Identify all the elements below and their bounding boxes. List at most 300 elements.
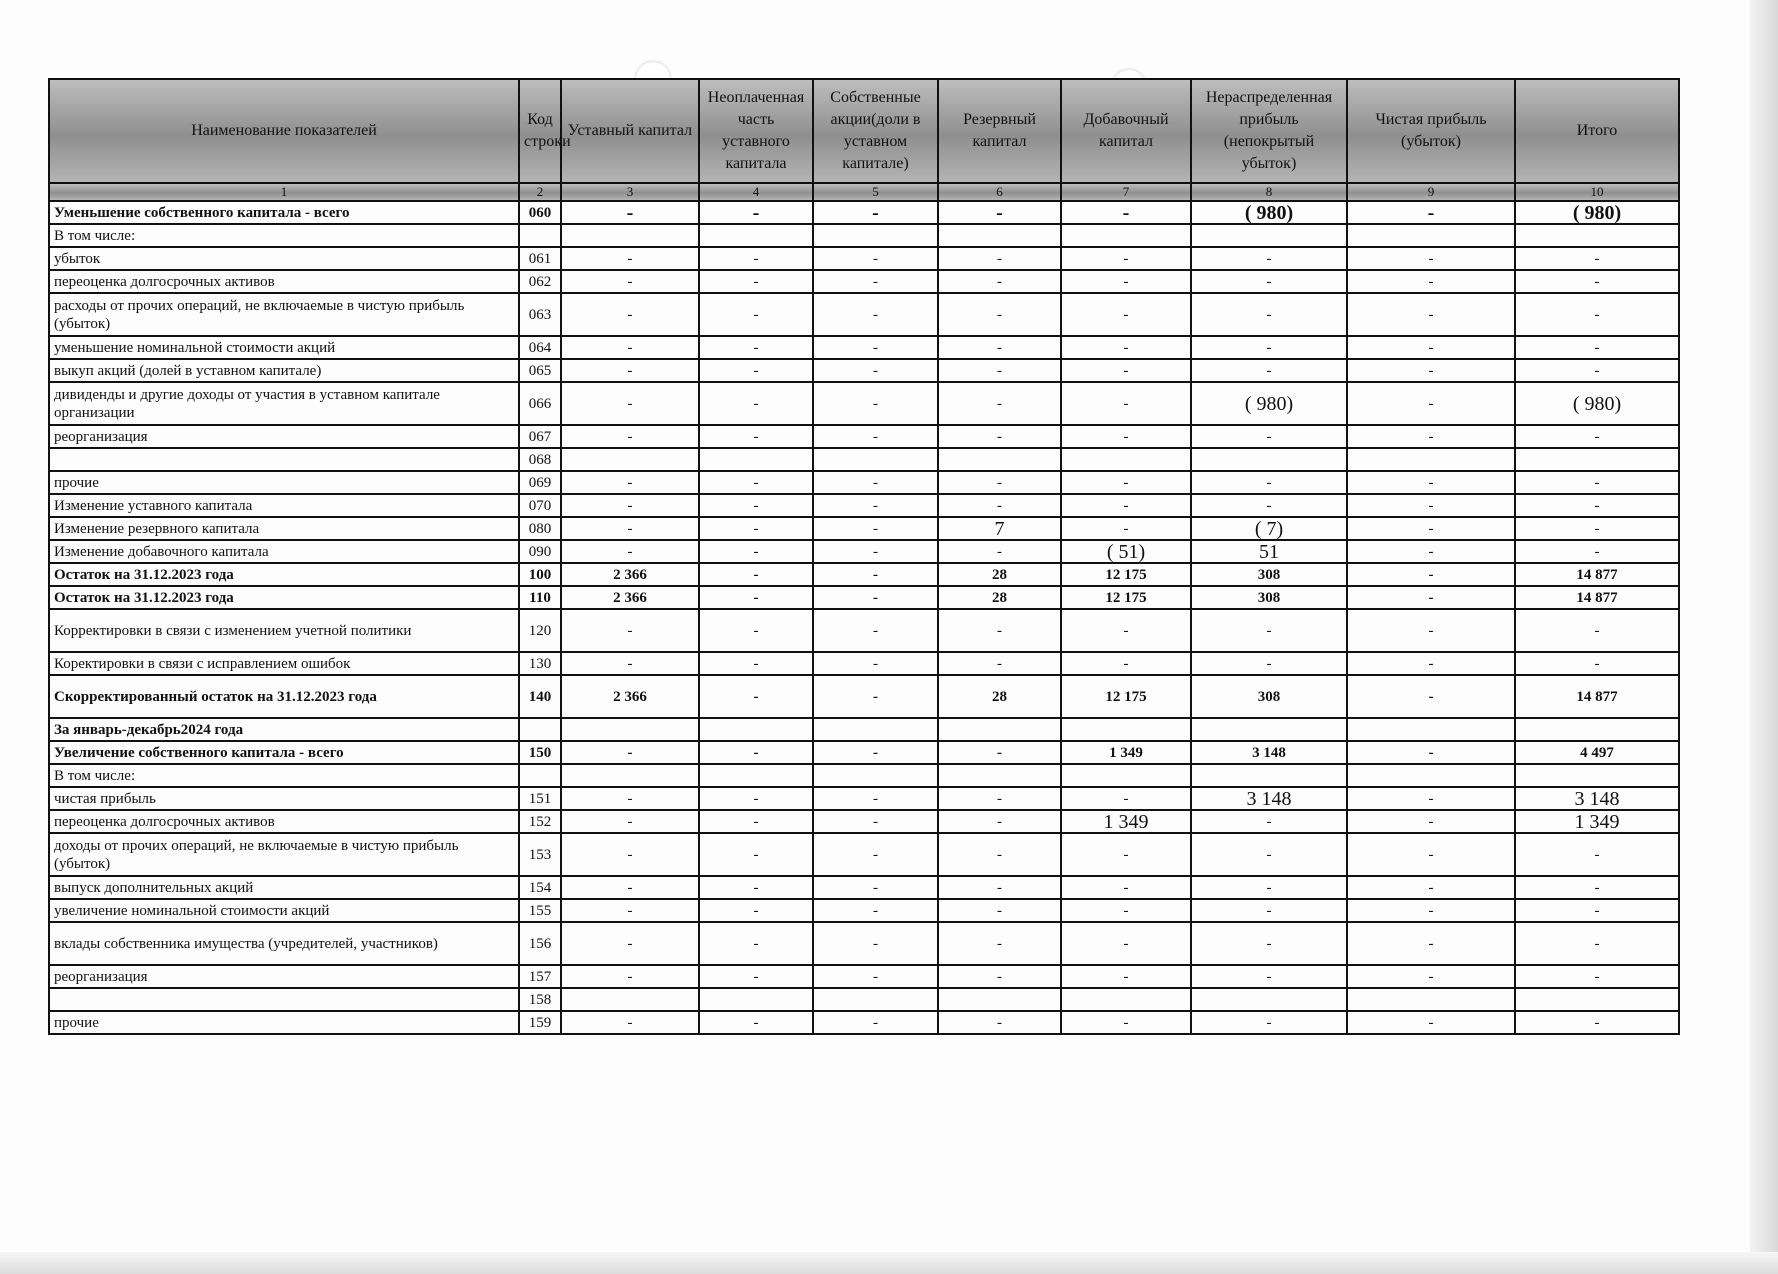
cell-value: - — [1061, 899, 1191, 922]
cell-value: - — [699, 899, 813, 922]
row-name: Уменьшение собственного капитала - всего — [49, 201, 519, 224]
cell-value — [699, 764, 813, 787]
table-row — [49, 988, 1679, 1011]
equity-statement-table-wrapper — [48, 78, 1678, 1035]
cell-value: - — [699, 609, 813, 652]
table-row — [49, 652, 1679, 675]
cell-value: - — [938, 1011, 1061, 1034]
cell-value: - — [813, 675, 938, 718]
header-name: Наименование показателей — [49, 79, 519, 183]
cell-value — [561, 764, 699, 787]
cell-value: - — [938, 652, 1061, 675]
row-name: реорганизация — [49, 965, 519, 988]
row-code: 067 — [519, 425, 561, 448]
cell-value: - — [1191, 876, 1347, 899]
cell-value: - — [1347, 540, 1515, 563]
row-name: выкуп акций (долей в уставном капитале) — [49, 359, 519, 382]
cell-value: 1 349 — [1515, 810, 1679, 833]
cell-value: - — [699, 876, 813, 899]
row-code: 068 — [519, 448, 561, 471]
row-name: Изменение добавочного капитала — [49, 540, 519, 563]
row-name: Изменение резервного капитала — [49, 517, 519, 540]
cell-value — [561, 224, 699, 247]
table-row — [49, 201, 1679, 224]
cell-value: - — [1347, 609, 1515, 652]
table-row — [49, 787, 1679, 810]
cell-value: - — [1191, 270, 1347, 293]
cell-value — [1061, 718, 1191, 741]
cell-value: - — [1347, 494, 1515, 517]
cell-value: - — [561, 336, 699, 359]
cell-value: - — [813, 494, 938, 517]
cell-value: - — [1515, 652, 1679, 675]
cell-value: 7 — [938, 517, 1061, 540]
cell-value: - — [1347, 899, 1515, 922]
table-row — [49, 586, 1679, 609]
cell-value: 12 175 — [1061, 586, 1191, 609]
table-row — [49, 922, 1679, 965]
page-edge-shadow — [1750, 0, 1778, 1274]
table-row — [49, 224, 1679, 247]
cell-value: - — [1061, 833, 1191, 876]
cell-value — [938, 448, 1061, 471]
cell-value: 3 148 — [1515, 787, 1679, 810]
row-name: Изменение уставного капитала — [49, 494, 519, 517]
cell-value: - — [938, 810, 1061, 833]
cell-value: - — [1191, 609, 1347, 652]
cell-value: - — [813, 899, 938, 922]
row-name: доходы от прочих операций, не включаемые в чистую прибыль (убыток) — [49, 833, 519, 876]
cell-value — [1061, 764, 1191, 787]
cell-value: - — [699, 652, 813, 675]
column-number: 7 — [1061, 183, 1191, 201]
cell-value: - — [1347, 517, 1515, 540]
cell-value — [1347, 718, 1515, 741]
cell-value: - — [699, 675, 813, 718]
row-name: вклады собственника имущества (учредителей, участников) — [49, 922, 519, 965]
cell-value: - — [561, 652, 699, 675]
cell-value: - — [813, 201, 938, 224]
cell-value: - — [1191, 471, 1347, 494]
cell-value: - — [699, 965, 813, 988]
cell-value: - — [1061, 425, 1191, 448]
cell-value — [1061, 988, 1191, 1011]
cell-value: - — [938, 899, 1061, 922]
row-name: За январь-декабрь2024 года — [49, 718, 519, 741]
table-row — [49, 764, 1679, 787]
row-name: Скорректированный остаток на 31.12.2023 года — [49, 675, 519, 718]
cell-value: - — [1515, 876, 1679, 899]
cell-value: 12 175 — [1061, 675, 1191, 718]
cell-value: - — [561, 359, 699, 382]
cell-value — [1515, 448, 1679, 471]
row-name: Остаток на 31.12.2023 года — [49, 586, 519, 609]
row-code — [519, 764, 561, 787]
cell-value: - — [1061, 270, 1191, 293]
table-row — [49, 270, 1679, 293]
cell-value: - — [1061, 293, 1191, 336]
cell-value: - — [561, 293, 699, 336]
row-name: увеличение номинальной стоимости акций — [49, 899, 519, 922]
row-code: 159 — [519, 1011, 561, 1034]
cell-value: - — [1347, 359, 1515, 382]
cell-value: - — [1191, 652, 1347, 675]
cell-value: - — [699, 471, 813, 494]
cell-value: - — [813, 876, 938, 899]
cell-value: - — [561, 425, 699, 448]
cell-value: - — [561, 471, 699, 494]
row-name: Корректировки в связи с изменением учетной политики — [49, 609, 519, 652]
cell-value: 51 — [1191, 540, 1347, 563]
cell-value: - — [938, 876, 1061, 899]
cell-value — [1347, 764, 1515, 787]
row-code: 155 — [519, 899, 561, 922]
header-total: Итого — [1515, 79, 1679, 183]
row-code: 152 — [519, 810, 561, 833]
cell-value: 12 175 — [1061, 563, 1191, 586]
cell-value: - — [1347, 833, 1515, 876]
cell-value: - — [1515, 471, 1679, 494]
cell-value: - — [561, 965, 699, 988]
cell-value: - — [1347, 810, 1515, 833]
cell-value: - — [1191, 293, 1347, 336]
cell-value: - — [938, 336, 1061, 359]
column-number: 8 — [1191, 183, 1347, 201]
row-code: 140 — [519, 675, 561, 718]
cell-value: - — [1515, 270, 1679, 293]
table-row — [49, 810, 1679, 833]
cell-value: - — [1515, 899, 1679, 922]
column-number: 9 — [1347, 183, 1515, 201]
table-row — [49, 382, 1679, 425]
row-code — [519, 718, 561, 741]
cell-value: - — [1515, 359, 1679, 382]
cell-value: - — [699, 586, 813, 609]
cell-value: - — [1347, 787, 1515, 810]
cell-value: - — [1061, 787, 1191, 810]
cell-value: - — [1061, 336, 1191, 359]
cell-value: - — [813, 471, 938, 494]
row-name: переоценка долгосрочных активов — [49, 270, 519, 293]
cell-value: - — [1347, 965, 1515, 988]
row-code: 100 — [519, 563, 561, 586]
cell-value: - — [1191, 833, 1347, 876]
row-name: В том числе: — [49, 764, 519, 787]
cell-value: - — [813, 563, 938, 586]
row-code: 066 — [519, 382, 561, 425]
cell-value — [1191, 718, 1347, 741]
cell-value: 4 497 — [1515, 741, 1679, 764]
cell-value — [813, 448, 938, 471]
equity-changes-table — [48, 78, 1680, 1035]
cell-value: - — [813, 1011, 938, 1034]
cell-value — [1191, 448, 1347, 471]
cell-value: - — [1061, 876, 1191, 899]
column-number: 3 — [561, 183, 699, 201]
column-number: 5 — [813, 183, 938, 201]
cell-value: - — [1347, 652, 1515, 675]
cell-value: - — [938, 270, 1061, 293]
cell-value: 14 877 — [1515, 675, 1679, 718]
cell-value: - — [699, 922, 813, 965]
cell-value: - — [1515, 425, 1679, 448]
cell-value: 3 148 — [1191, 741, 1347, 764]
table-row — [49, 540, 1679, 563]
table-row — [49, 247, 1679, 270]
cell-value: - — [561, 494, 699, 517]
table-row — [49, 517, 1679, 540]
cell-value: ( 51) — [1061, 540, 1191, 563]
header-net-profit: Чистая прибыль (убыток) — [1347, 79, 1515, 183]
cell-value: - — [813, 425, 938, 448]
cell-value: - — [1191, 494, 1347, 517]
table-row — [49, 1011, 1679, 1034]
table-row — [49, 425, 1679, 448]
cell-value: - — [1515, 922, 1679, 965]
cell-value: - — [1515, 494, 1679, 517]
table-row — [49, 718, 1679, 741]
cell-value: - — [1347, 270, 1515, 293]
row-code: 060 — [519, 201, 561, 224]
cell-value: - — [699, 810, 813, 833]
cell-value: - — [699, 425, 813, 448]
row-code: 069 — [519, 471, 561, 494]
cell-value: - — [699, 1011, 813, 1034]
row-code: 157 — [519, 965, 561, 988]
cell-value: 14 877 — [1515, 563, 1679, 586]
row-name: выпуск дополнительных акций — [49, 876, 519, 899]
cell-value — [813, 718, 938, 741]
cell-value: - — [699, 741, 813, 764]
table-row — [49, 965, 1679, 988]
cell-value — [813, 764, 938, 787]
cell-value: - — [561, 517, 699, 540]
cell-value — [699, 718, 813, 741]
cell-value: - — [1061, 471, 1191, 494]
cell-value — [699, 988, 813, 1011]
row-code: 070 — [519, 494, 561, 517]
column-number: 1 — [49, 183, 519, 201]
row-name — [49, 988, 519, 1011]
row-name: Коректировки в связи с исправлением ошибок — [49, 652, 519, 675]
cell-value: - — [938, 425, 1061, 448]
cell-value: 1 349 — [1061, 810, 1191, 833]
cell-value: - — [813, 586, 938, 609]
cell-value: - — [813, 270, 938, 293]
cell-value: - — [813, 359, 938, 382]
row-name: убыток — [49, 247, 519, 270]
cell-value: - — [1347, 425, 1515, 448]
cell-value — [938, 224, 1061, 247]
table-row — [49, 448, 1679, 471]
cell-value: - — [699, 494, 813, 517]
cell-value: - — [1191, 336, 1347, 359]
cell-value: - — [699, 293, 813, 336]
header-unpaid-capital: Неоплаченная часть уставного капитала — [699, 79, 813, 183]
cell-value: - — [813, 609, 938, 652]
row-code: 080 — [519, 517, 561, 540]
cell-value — [1061, 448, 1191, 471]
cell-value: - — [1515, 247, 1679, 270]
row-name: Остаток на 31.12.2023 года — [49, 563, 519, 586]
cell-value: - — [1061, 517, 1191, 540]
cell-value: - — [561, 540, 699, 563]
cell-value: - — [813, 810, 938, 833]
cell-value: - — [1347, 563, 1515, 586]
cell-value: - — [813, 336, 938, 359]
cell-value: - — [1347, 675, 1515, 718]
cell-value: - — [1347, 382, 1515, 425]
cell-value: - — [1061, 382, 1191, 425]
table-row — [49, 336, 1679, 359]
row-code: 063 — [519, 293, 561, 336]
header-retained-earnings: Нераспределенная прибыль (непокрытый убыток) — [1191, 79, 1347, 183]
cell-value: - — [1191, 922, 1347, 965]
row-code: 110 — [519, 586, 561, 609]
cell-value: - — [938, 359, 1061, 382]
table-row — [49, 833, 1679, 876]
cell-value: - — [1061, 359, 1191, 382]
cell-value: - — [938, 247, 1061, 270]
cell-value: - — [1061, 494, 1191, 517]
cell-value: - — [813, 382, 938, 425]
cell-value: - — [699, 247, 813, 270]
cell-value: - — [1061, 1011, 1191, 1034]
table-row — [49, 293, 1679, 336]
cell-value: - — [699, 270, 813, 293]
cell-value — [561, 448, 699, 471]
cell-value — [1515, 224, 1679, 247]
column-number: 2 — [519, 183, 561, 201]
cell-value: - — [1191, 359, 1347, 382]
cell-value: 2 366 — [561, 675, 699, 718]
table-row — [49, 563, 1679, 586]
cell-value — [1515, 764, 1679, 787]
cell-value: - — [561, 741, 699, 764]
cell-value: - — [1515, 965, 1679, 988]
column-number-row — [49, 183, 1679, 201]
cell-value: - — [938, 471, 1061, 494]
cell-value: - — [1347, 1011, 1515, 1034]
cell-value: - — [1347, 201, 1515, 224]
cell-value: - — [561, 899, 699, 922]
header-own-shares: Собственные акции(доли в уставном капитале) — [813, 79, 938, 183]
cell-value: 1 349 — [1061, 741, 1191, 764]
row-name: В том числе: — [49, 224, 519, 247]
cell-value: ( 980) — [1191, 201, 1347, 224]
cell-value — [938, 988, 1061, 1011]
cell-value: - — [813, 293, 938, 336]
cell-value: - — [813, 540, 938, 563]
header-additional-capital: Добавочный капитал — [1061, 79, 1191, 183]
cell-value: - — [1191, 810, 1347, 833]
row-code — [519, 224, 561, 247]
cell-value: - — [813, 787, 938, 810]
row-code: 120 — [519, 609, 561, 652]
cell-value: - — [561, 201, 699, 224]
cell-value: - — [938, 293, 1061, 336]
table-row — [49, 741, 1679, 764]
cell-value — [1191, 764, 1347, 787]
row-code: 064 — [519, 336, 561, 359]
header-code: Код строки — [519, 79, 561, 183]
cell-value: - — [813, 247, 938, 270]
row-name — [49, 448, 519, 471]
cell-value — [1347, 224, 1515, 247]
header-row — [49, 79, 1679, 183]
cell-value: - — [938, 833, 1061, 876]
cell-value: - — [938, 609, 1061, 652]
cell-value: - — [938, 382, 1061, 425]
cell-value — [938, 718, 1061, 741]
cell-value: - — [938, 787, 1061, 810]
cell-value: - — [699, 517, 813, 540]
cell-value — [1515, 718, 1679, 741]
cell-value — [699, 448, 813, 471]
cell-value: - — [561, 609, 699, 652]
cell-value: - — [1515, 833, 1679, 876]
cell-value: - — [561, 247, 699, 270]
row-code: 153 — [519, 833, 561, 876]
column-number: 4 — [699, 183, 813, 201]
cell-value — [561, 988, 699, 1011]
cell-value — [1191, 988, 1347, 1011]
cell-value: - — [813, 965, 938, 988]
cell-value: 28 — [938, 675, 1061, 718]
row-name: Увеличение собственного капитала - всего — [49, 741, 519, 764]
cell-value: - — [1061, 922, 1191, 965]
cell-value: - — [1515, 540, 1679, 563]
table-body — [49, 201, 1679, 1034]
cell-value — [561, 718, 699, 741]
row-code: 158 — [519, 988, 561, 1011]
cell-value — [813, 224, 938, 247]
cell-value: - — [1515, 609, 1679, 652]
page-edge-shadow-bottom — [0, 1252, 1778, 1274]
header-charter-capital: Уставный капитал — [561, 79, 699, 183]
cell-value: - — [938, 922, 1061, 965]
cell-value: - — [561, 382, 699, 425]
cell-value: - — [561, 1011, 699, 1034]
cell-value: 308 — [1191, 586, 1347, 609]
cell-value — [1515, 988, 1679, 1011]
table-row — [49, 494, 1679, 517]
cell-value: - — [1347, 922, 1515, 965]
row-code: 090 — [519, 540, 561, 563]
cell-value: - — [813, 833, 938, 876]
cell-value: - — [1061, 965, 1191, 988]
row-name: прочие — [49, 471, 519, 494]
cell-value: - — [1061, 609, 1191, 652]
row-name: переоценка долгосрочных активов — [49, 810, 519, 833]
cell-value: - — [561, 876, 699, 899]
cell-value: - — [699, 833, 813, 876]
cell-value: - — [699, 563, 813, 586]
row-code: 156 — [519, 922, 561, 965]
cell-value: - — [699, 540, 813, 563]
cell-value: - — [1347, 247, 1515, 270]
cell-value: - — [699, 382, 813, 425]
cell-value: - — [561, 787, 699, 810]
cell-value: - — [1191, 247, 1347, 270]
cell-value: - — [1191, 1011, 1347, 1034]
row-name: расходы от прочих операций, не включаемые в чистую прибыль (убыток) — [49, 293, 519, 336]
cell-value: - — [1061, 247, 1191, 270]
row-name: чистая прибыль — [49, 787, 519, 810]
column-number: 6 — [938, 183, 1061, 201]
cell-value: 308 — [1191, 563, 1347, 586]
cell-value: - — [938, 741, 1061, 764]
